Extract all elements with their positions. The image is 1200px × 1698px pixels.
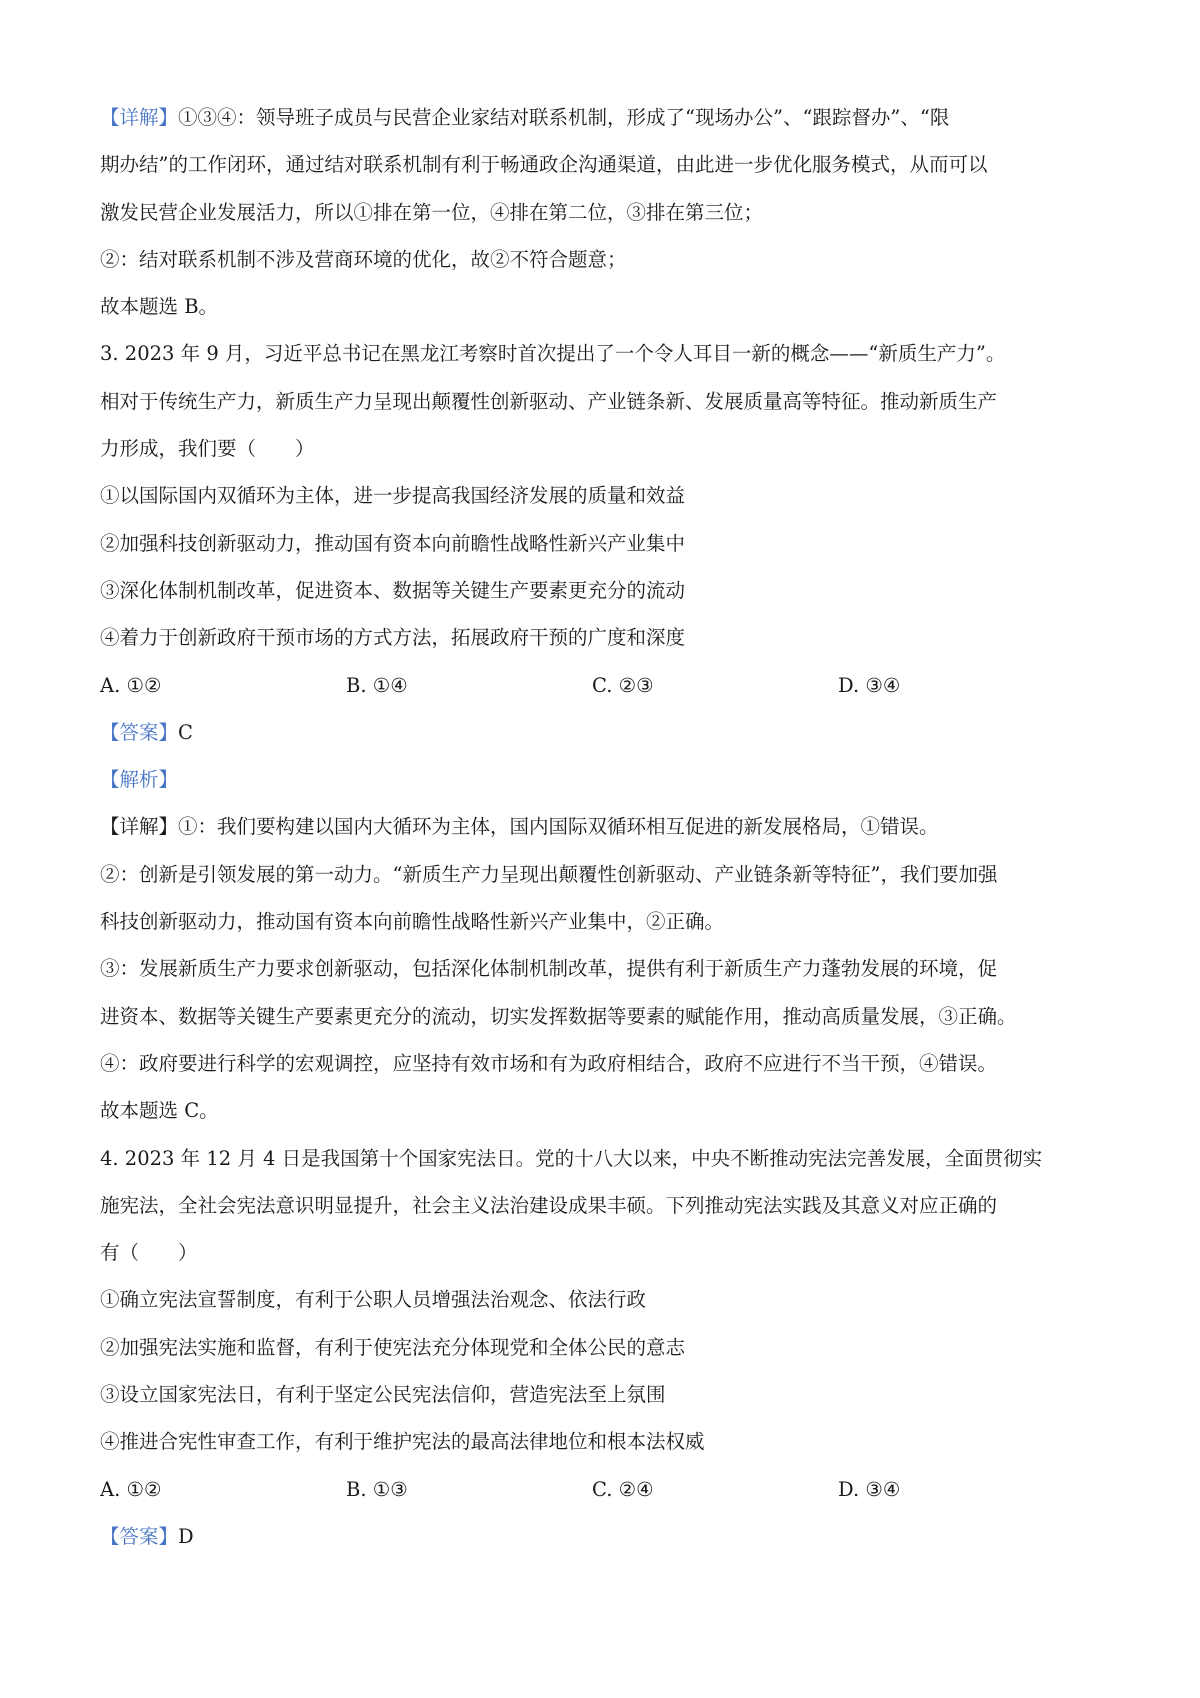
q4-option-a: A. ①② [100,1477,162,1501]
q3-options [100,662,1100,709]
q3-statement-1: ①以国际国内双循环为主体，进一步提高我国经济发展的质量和效益 [100,484,686,508]
q3-statement-4: ④着力于创新政府干预市场的方式方法，拓展政府干预的广度和深度 [100,626,686,650]
q3-option-a: A. ①② [100,673,162,697]
q4-answer [100,1513,1100,1560]
q2-detail-line-3: 激发民营企业发展活力，所以①排在第一位，④排在第二位，③排在第三位； [100,200,764,224]
q4-stem-line-3: 有（ ） [100,1241,198,1265]
q3-answer-tag: 【答案】 [100,720,179,744]
q3-statement-3: ③深化体制机制改革，促进资本、数据等关键生产要素更充分的流动 [100,578,686,602]
q2-detail-line-1: 【详解】①③④：领导班子成员与民营企业家结对联系机制，形成了“现场办公”、“跟踪督办”、“限 [100,106,950,129]
q3-detail-line-5: 进资本、数据等关键生产要素更充分的流动，切实发挥数据等要素的赋能作用，推动高质量发展，③正确。 [100,1004,1017,1028]
q3-detail-line-6: ④：政府要进行科学的宏观调控，应坚持有效市场和有为政府相结合，政府不应进行不当干预，④错误。 [100,1051,998,1075]
q3-detail-tag: 【详解】 [100,815,179,839]
q3-answer [100,709,1100,756]
q3-stem-line-1: 3. 2023 年 9 月，习近平总书记在黑龙江考察时首次提出了一个令人耳目一新的概念——“新质生产力”。 [100,342,1006,366]
q4-answer-value: D [178,1524,194,1548]
q4-statement-1: ①确立宪法宣誓制度，有利于公职人员增强法治观念、依法行政 [100,1288,647,1312]
q4-statement-4: ④推进合宪性审查工作，有利于维护宪法的最高法律地位和根本法权威 [100,1430,705,1454]
q4-option-c: C. ②④ [592,1477,654,1501]
q3-detail-line-1: 【详解】①：我们要构建以国内大循环为主体，国内国际双循环相互促进的新发展格局，①错误。 [100,815,939,839]
q2-detail-line-2: 期办结”的工作闭环，通过结对联系机制有利于畅通政企沟通渠道，由此进一步优化服务模式，从而可以 [100,153,988,177]
q3-answer-value: C [178,720,193,744]
q3-option-c: C. ②③ [592,673,654,697]
q3-detail-line-2: ②：创新是引领发展的第一动力。“新质生产力呈现出颠覆性创新驱动、产业链条新等特征”，我们要加强 [100,862,998,886]
q3-stem-line-3: 力形成，我们要（ ） [100,437,315,461]
q3-option-b: B. ①④ [346,673,408,697]
q4-option-d: D. ③④ [838,1477,901,1501]
q4-options [100,1466,1100,1513]
q3-detail-line-4: ③：发展新质生产力要求创新驱动，包括深化体制机制改革，提供有利于新质生产力蓬勃发展的环境，促 [100,957,998,981]
q4-statement-3: ③设立国家宪法日，有利于坚定公民宪法信仰，营造宪法至上氛围 [100,1383,666,1407]
q3-detail-line-3: 科技创新驱动力，推动国有资本向前瞻性战略性新兴产业集中，②正确。 [100,910,725,934]
q2-detail-tag: 【详解】 [100,106,179,129]
q3-analysis-tag: 【解析】 [100,768,179,792]
q3-option-d: D. ③④ [838,673,901,697]
q4-option-b: B. ①③ [346,1477,408,1501]
q3-stem-line-2: 相对于传统生产力，新质生产力呈现出颠覆性创新驱动、产业链条新、发展质量高等特征。推动新质生产 [100,389,998,413]
q4-stem-line-1: 4. 2023 年 12 月 4 日是我国第十个国家宪法日。党的十八大以来，中央不断推动宪法完善发展，全面贯彻实 [100,1146,1043,1170]
q2-detail-line-5: 故本题选 B。 [100,295,219,319]
q3-statement-2: ②加强科技创新驱动力，推动国有资本向前瞻性战略性新兴产业集中 [100,531,686,555]
q2-detail-line-4: ②：结对联系机制不涉及营商环境的优化，故②不符合题意； [100,247,627,271]
q4-statement-2: ②加强宪法实施和监督，有利于使宪法充分体现党和全体公民的意志 [100,1335,686,1359]
q3-analysis [100,756,1100,803]
q4-answer-tag: 【答案】 [100,1524,179,1548]
q4-stem-line-2: 施宪法，全社会宪法意识明显提升，社会主义法治建设成果丰硕。下列推动宪法实践及其意义对应正确的 [100,1193,998,1217]
q3-detail-line-7: 故本题选 C。 [100,1099,219,1123]
